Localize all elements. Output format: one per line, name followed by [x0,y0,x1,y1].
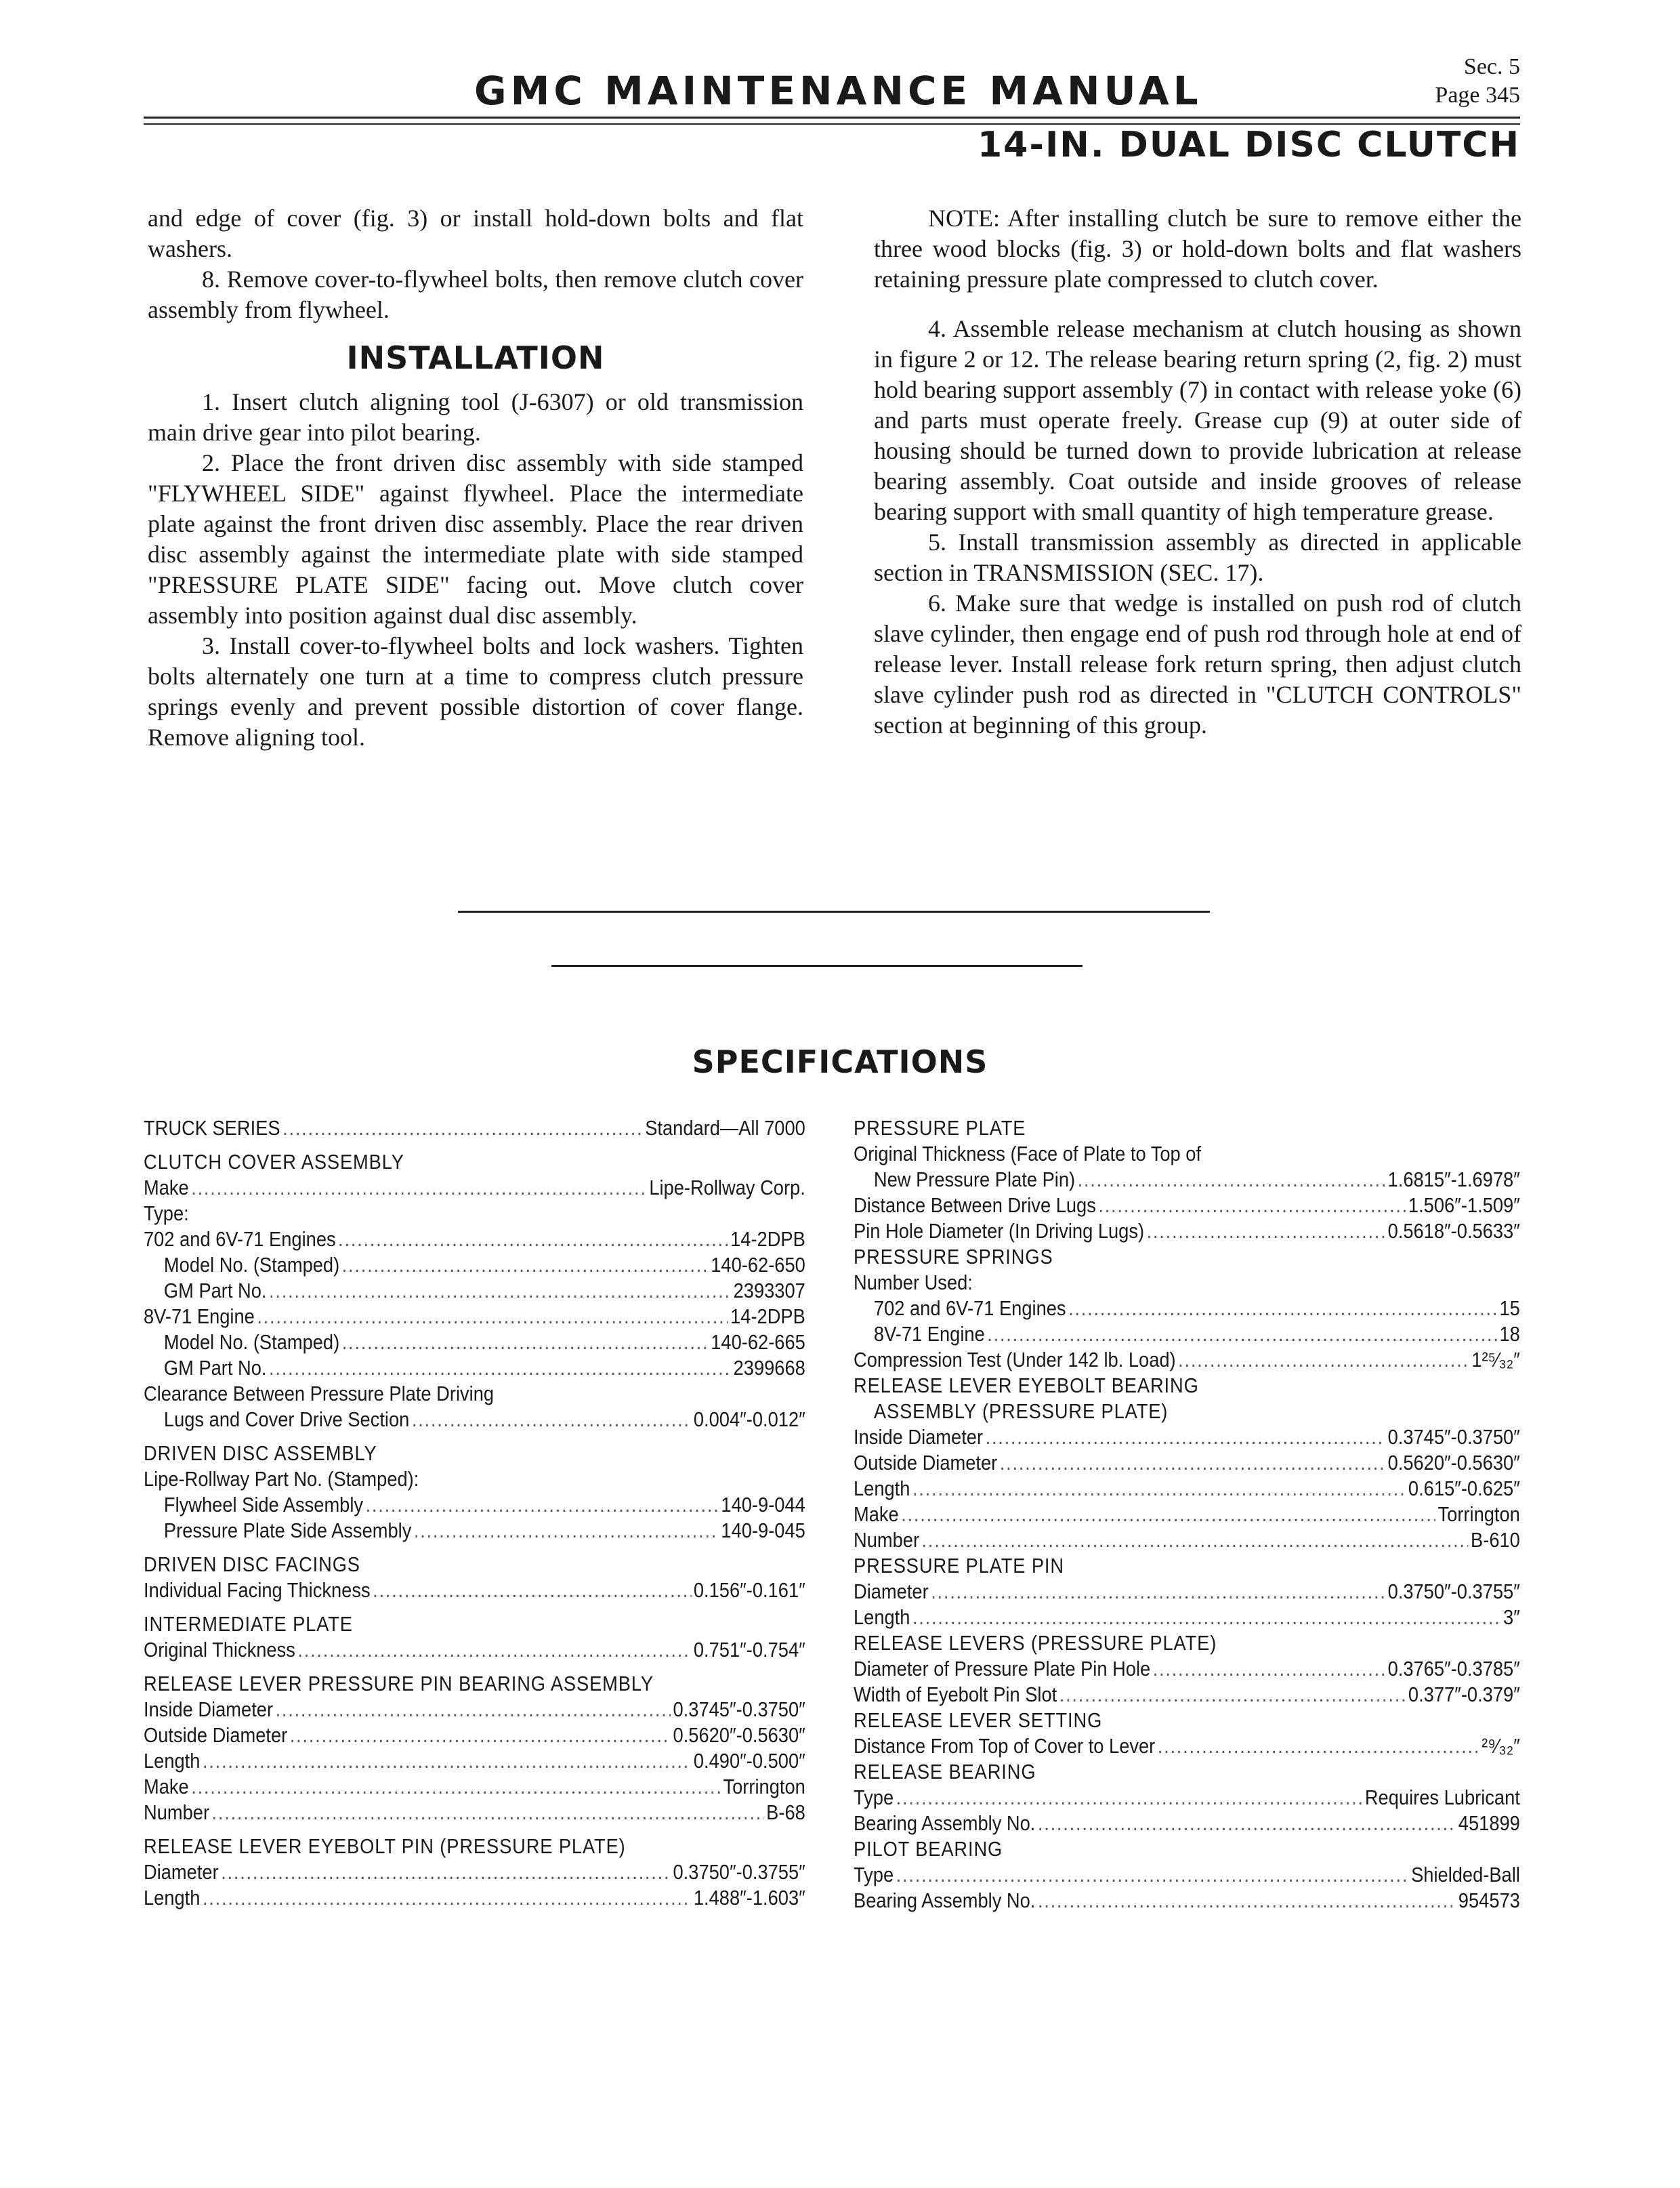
paragraph: 6. Make sure that wedge is installed on push rod of clutch slave cylinder, then engage end of push rod through hole at end of release lever. Install release fork return spring, then adjust clutch slave cylinder push rod as directed in "CLUTCH CONTROLS" section at beginning of this group. [874,590,1521,739]
spec-heading: RELEASE LEVER EYEBOLT BEARING [854,1374,1199,1397]
page-number: Page 345 [1435,83,1520,108]
spec-heading: RELEASE LEVERS (PRESSURE PLATE) [854,1631,1217,1655]
spec-row: 702 and 6V-71 Engines ..... 15 [854,1296,1520,1321]
spec-row: TRUCK SERIES ..... Standard—All 7000 [144,1115,805,1141]
spec-row: Diameter of Pressure Plate Pin Hole ..... 0.3765″-0.3785″ [854,1656,1520,1682]
spec-row: Original Thickness ..... 0.751″-0.754″ [144,1637,805,1663]
spec-row: Lugs and Cover Drive Section ..... 0.004″-0.012″ [144,1407,805,1432]
spec-row: Make ..... Torrington [144,1774,805,1800]
specs-right-column [854,1115,1520,1914]
spec-row: Model No. (Stamped) ..... 140-62-665 [144,1329,805,1355]
spec-row: Length ..... 0.490″-0.500″ [144,1748,805,1774]
note-paragraph: NOTE: After installing clutch be sure to remove either the three wood blocks (fig. 3) or hold-down bolts and flat washers retaining pressure plate compressed to clutch cover. [874,205,1521,293]
section-number: Sec. 5 [1463,54,1520,79]
spec-heading: PRESSURE PLATE [854,1116,1026,1140]
page-subtitle: 14-IN. DUAL DISC CLUTCH [978,125,1520,165]
spec-label: Original Thickness (Face of Plate to Top of [854,1142,1202,1165]
spec-row: Individual Facing Thickness ..... 0.156″-0.161″ [144,1577,805,1603]
spec-heading: RELEASE LEVER PRESSURE PIN BEARING ASSEMBLY [144,1672,654,1695]
right-text-column [874,203,1521,741]
spec-row: Pin Hole Diameter (In Driving Lugs) ..... 0.5618″-0.5633″ [854,1218,1520,1244]
spec-row: GM Part No. ..... 2399668 [144,1355,805,1381]
spec-label: Type: [144,1201,189,1225]
spec-row: Number ..... B-68 [144,1800,805,1825]
spec-row: Model No. (Stamped) ..... 140-62-650 [144,1252,805,1278]
paragraph: and edge of cover (fig. 3) or install hold-down bolts and flat washers. [148,205,803,262]
spec-row: GM Part No. ..... 2393307 [144,1278,805,1304]
spec-row: Bearing Assembly No. ..... 451899 [854,1811,1520,1836]
spec-row: Outside Diameter ..... 0.5620″-0.5630″ [144,1722,805,1748]
spec-heading: DRIVEN DISC ASSEMBLY [144,1441,377,1465]
spec-row: Make ..... Torrington [854,1502,1520,1527]
paragraph: 8. Remove cover-to-flywheel bolts, then remove clutch cover assembly from flywheel. [148,266,803,323]
spec-row: Type ..... Requires Lubricant [854,1785,1520,1811]
spec-row: Compression Test (Under 142 lb. Load) ..... 1²⁵⁄₃₂″ [854,1347,1520,1373]
spec-label: Lipe-Rollway Part No. (Stamped): [144,1467,419,1491]
header-rule-thick [144,117,1520,119]
spec-heading: PILOT BEARING [854,1837,1003,1861]
spec-row: Inside Diameter ..... 0.3745″-0.3750″ [144,1697,805,1722]
spec-row: 8V-71 Engine ..... 18 [854,1321,1520,1347]
left-text-column [148,203,803,753]
paragraph: 2. Place the front driven disc assembly with side stamped "FLYWHEEL SIDE" against flywheel. Place the intermediate plate against the front driven disc assembly. Place the rear driven disc assembly against the intermediate plate with side stamped "PRESSURE PLATE SIDE" facing out. Move clutch cover assembly into position against dual disc assembly. [148,449,803,629]
section-page-block [1435,53,1520,110]
spec-row: Distance From Top of Cover to Lever ..... ²⁹⁄₃₂″ [854,1733,1520,1759]
spec-heading: CLUTCH COVER ASSEMBLY [144,1150,404,1174]
divider-rule [551,965,1083,967]
spec-row: 702 and 6V-71 Engines ..... 14-2DPB [144,1226,805,1252]
specs-left-column [144,1115,805,1911]
spec-heading: PRESSURE PLATE PIN [854,1554,1064,1577]
spec-label: Number Used: [854,1271,973,1294]
spec-row: Width of Eyebolt Pin Slot ..... 0.377″-0.379″ [854,1682,1520,1708]
spec-row: Pressure Plate Side Assembly ..... 140-9-045 [144,1518,805,1544]
paragraph: 4. Assemble release mechanism at clutch housing as shown in figure 2 or 12. The release bearing return spring (2, fig. 2) must hold bearing support assembly (7) in contact with release yoke (6) and parts must operate freely. Grease cup (9) at outer side of housing should be turned down to provide lubrication at release bearing assembly. Coat outside and inside grooves of release bearing support with small quantity of high temperature grease. [874,315,1521,525]
spec-label: Clearance Between Pressure Plate Driving [144,1382,495,1405]
spec-heading: RELEASE BEARING [854,1760,1036,1783]
specifications-heading: SPECIFICATIONS [692,1044,988,1080]
spec-row: Length ..... 3″ [854,1605,1520,1630]
paragraph: 1. Insert clutch aligning tool (J-6307) or old transmission main drive gear into pilot bearing. [148,388,803,446]
spec-heading: ASSEMBLY (PRESSURE PLATE) [873,1399,1169,1423]
spec-row: Bearing Assembly No. ..... 954573 [854,1888,1520,1914]
spec-row: Diameter ..... 0.3750″-0.3755″ [144,1859,805,1885]
spec-row: Outside Diameter ..... 0.5620″-0.5630″ [854,1450,1520,1476]
paragraph: 3. Install cover-to-flywheel bolts and lock washers. Tighten bolts alternately one turn at a time to compress clutch pressure springs evenly and prevent possible distortion of cover flange. Remove aligning tool. [148,632,803,751]
spec-row: New Pressure Plate Pin) ..... 1.6815″-1.6978″ [854,1167,1520,1193]
spec-row: Diameter ..... 0.3750″-0.3755″ [854,1579,1520,1605]
spec-heading: DRIVEN DISC FACINGS [144,1552,360,1576]
spec-heading: INTERMEDIATE PLATE [144,1612,353,1636]
spec-row: Length ..... 0.615″-0.625″ [854,1476,1520,1502]
spec-row: Type ..... Shielded-Ball [854,1862,1520,1888]
installation-heading: INSTALLATION [346,339,605,376]
spec-heading: PRESSURE SPRINGS [854,1245,1053,1268]
spec-row: 8V-71 Engine ..... 14-2DPB [144,1304,805,1329]
spec-row: Inside Diameter ..... 0.3745″-0.3750″ [854,1424,1520,1450]
spec-row: Make ..... Lipe-Rollway Corp. [144,1175,805,1201]
spec-row: Distance Between Drive Lugs ..... 1.506″-1.509″ [854,1193,1520,1218]
spec-heading: RELEASE LEVER SETTING [854,1708,1103,1732]
spec-row: Length ..... 1.488″-1.603″ [144,1885,805,1911]
spec-row: Flywheel Side Assembly ..... 140-9-044 [144,1492,805,1518]
paragraph: 5. Install transmission assembly as directed in applicable section in TRANSMISSION (SEC. 17). [874,529,1521,586]
spec-row: Number ..... B-610 [854,1527,1520,1553]
divider-rule [458,911,1210,913]
manual-title: GMC MAINTENANCE MANUAL [474,68,1202,114]
spec-heading: RELEASE LEVER EYEBOLT PIN (PRESSURE PLATE) [144,1834,626,1858]
